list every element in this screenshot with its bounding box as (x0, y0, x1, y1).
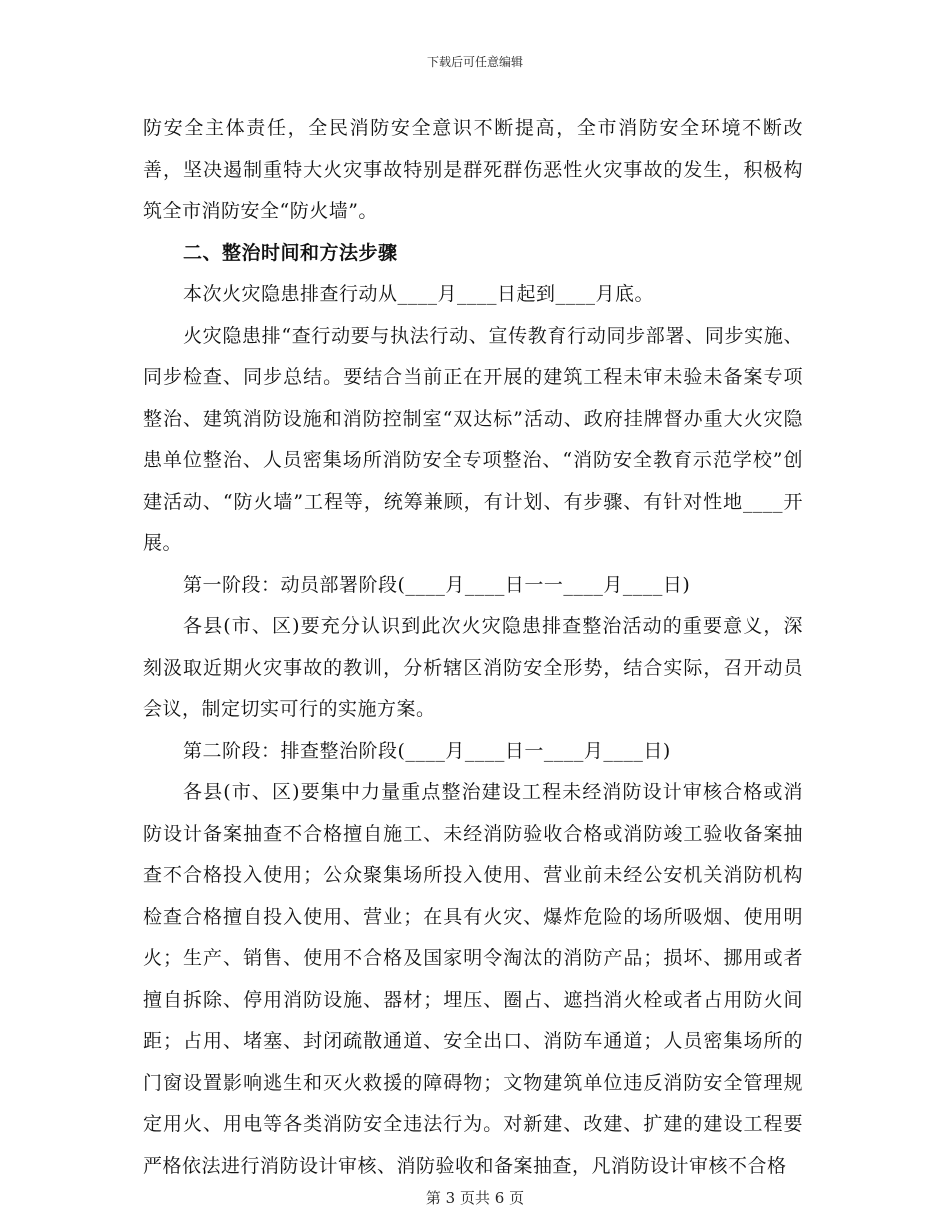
page-number: 第 3 页共 6 页 (425, 1189, 525, 1207)
page-header-note: 下载后可任意编辑 (426, 55, 523, 69)
paragraph-5: 各县(市、区)要充分认识到此次火灾隐患排查整治活动的重要意义，深刻汲取近期火灾事故的教训，分析辖区消防安全形势，结合实际，召开动员会议，制定切实可行的实施方案。 (143, 615, 803, 720)
section-heading: 二、整治时间和方法步骤 (183, 241, 398, 264)
paragraph-2: 本次火灾隐患排查行动从____月____日起到____月底。 (183, 283, 655, 305)
document-body (143, 108, 803, 1187)
paragraph-1: 防安全主体责任，全民消防安全意识不断提高，全市消防安全环境不断改善，坚决遏制重特大火灾事故特别是群死群伤恶性火灾事故的发生，积极构筑全市消防安全“防火墙”。 (143, 117, 803, 222)
paragraph-3: 火灾隐患排“查行动要与执法行动、宣传教育行动同步部署、同步实施、同步检查、同步总结。要结合当前正在开展的建筑工程未审未验未备案专项整治、建筑消防设施和消防控制室“双达标”活动、政府挂牌督办重大火灾隐患单位整治、人员密集场所消防安全专项整治、“消防安全教育示范学校”创建活动、“防火墙”工程等，统筹兼顾，有计划、有步骤、有针对性地____开展。 (143, 324, 803, 554)
paragraph-6: 第二阶段：排查整治阶段(____月____日一____月____日) (183, 739, 671, 762)
paragraph-7: 各县(市、区)要集中力量重点整治建设工程未经消防设计审核合格或消防设计备案抽查不合格擅自施工、未经消防验收合格或消防竣工验收备案抽查不合格投入使用；公众聚集场所投入使用、营业前未经公安机关消防机构检查合格擅自投入使用、营业；在具有火灾、爆炸危险的场所吸烟、使用明火；生产、销售、使用不合格及国家明令淘汰的消防产品；损坏、挪用或者擅自拆除、停用消防设施、器材；埋压、圈占、遮挡消火栓或者占用防火间距；占用、堵塞、封闭疏散通道、安全出口、消防车通道；人员密集场所的门窗设置影响逃生和灭火救援的障碍物；文物建筑单位违反消防安全管理规定用火、用电等各类消防安全违法行为。对新建、改建、扩建的建设工程要严格依法进行消防设计审核、消防验收和备案抽查，凡消防设计审核不合格 (143, 781, 803, 1177)
paragraph-4: 第一阶段：动员部署阶段(____月____日一一____月____日) (183, 573, 691, 596)
